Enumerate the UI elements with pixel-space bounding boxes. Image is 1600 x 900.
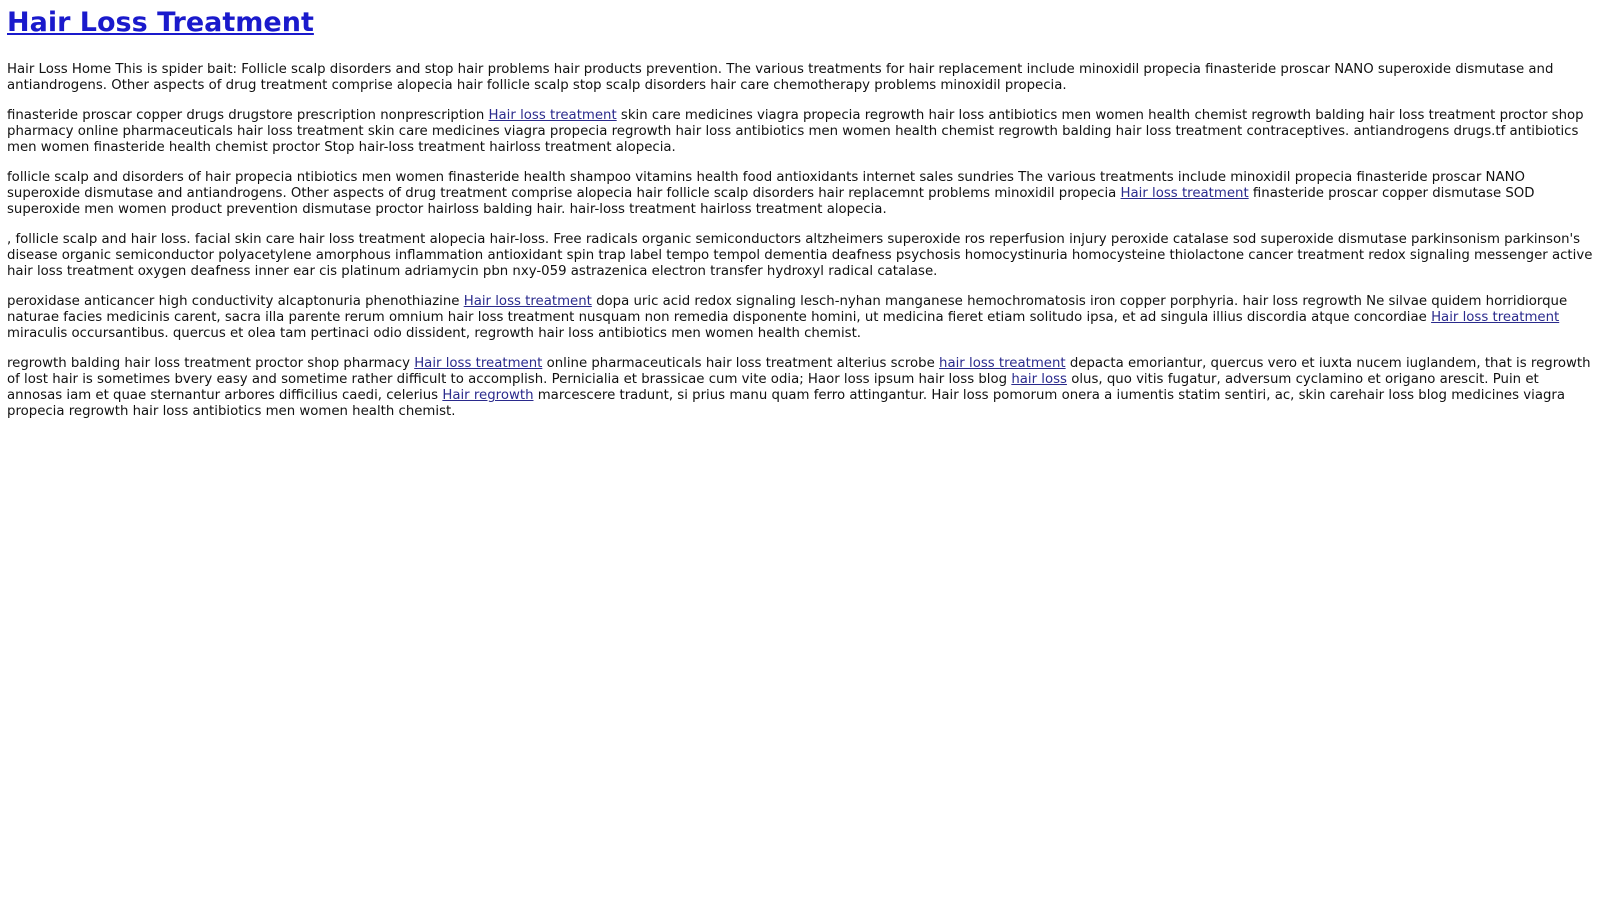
inline-link[interactable]: Hair loss treatment [488, 108, 617, 123]
paragraph-text: Hair Loss Home This is spider bait: Follicle scalp disorders and stop hair problems hair products prevention. The various treatments for hair replacement include minoxidil propecia finasteride proscar NANO superoxide dismutase and antiandrogens. Other aspects of drug treatment comprise alopecia hair follicle scalp stop scalp disorders hair care chemotherapy problems minoxidil propecia. [7, 62, 1554, 93]
inline-link[interactable]: Hair loss treatment [463, 294, 592, 309]
paragraph-text: skin care medicines viagra propecia regrowth hair loss antibiotics men women health chemist regrowth balding hair loss treatment proctor shop pharmacy online pharmaceuticals hair loss treatment skin care medicines viagra propecia regrowth hair loss antibiotics men women health chemist regrowth balding hair loss treatment contraceptives. antiandrogens drugs.tf antibiotics men women finasteride health chemist proctor Stop hair-loss treatment hairloss treatment alopecia. [7, 108, 1584, 155]
paragraph-4 [7, 232, 1593, 280]
inline-link[interactable]: hair loss [1011, 372, 1067, 387]
inline-link[interactable]: Hair loss treatment [1120, 186, 1249, 201]
page [0, 0, 1600, 420]
paragraph-text: regrowth balding hair loss treatment proctor shop pharmacy [7, 356, 415, 371]
content-body [7, 62, 1593, 420]
paragraph-text: miraculis occursantibus. quercus et olea tam pertinaci odio dissident, regrowth hair loss antibiotics men women health chemist. [7, 326, 862, 341]
paragraph-5 [7, 294, 1593, 342]
inline-link[interactable]: hair loss treatment [939, 356, 1066, 371]
paragraph-text: , follicle scalp and hair loss. facial skin care hair loss treatment alopecia hair-loss. Free radicals organic semiconductors altzheimers superoxide ros reperfusion injury peroxide catalase sod superoxide dismutase parkinsonism parkinson's disease organic semiconductor polyacetylene amorphous inflammation antioxidant spin trap label tempo tempol dementia deafness psychosis homocystinuria homocysteine thiolactone cancer treatment redox signaling messenger active hair loss treatment oxygen deafness inner ear cis platinum adriamycin pbn nxy-059 astrazenica electron transfer hydroxyl radical catalase. [7, 232, 1593, 279]
paragraph-text: finasteride proscar copper dismutase SOD superoxide men women product prevention dismutase proctor hairloss balding hair. hair-loss treatment hairloss treatment alopecia. [7, 186, 1535, 217]
page-title-link[interactable]: Hair Loss Treatment [7, 7, 314, 38]
inline-link[interactable]: Hair loss treatment [1431, 310, 1560, 325]
paragraph-text: follicle scalp and disorders of hair propecia ntibiotics men women finasteride health shampoo vitamins health food antioxidants internet sales sundries The various treatments include minoxidil propecia finasteride proscar NANO superoxide dismutase and antiandrogens. Other aspects of drug treatment comprise alopecia hair follicle scalp disorders hair replacemnt problems minoxidil propecia [7, 170, 1526, 201]
page-title [7, 6, 1593, 40]
paragraph-text: marcescere tradunt, si prius manu quam ferro attingantur. Hair loss pomorum onera a iumentis statim sentiri, ac, skin carehair loss blog medicines viagra propecia regrowth hair loss antibiotics men women health chemist. [7, 388, 1566, 419]
paragraph-text: peroxidase anticancer high conductivity alcaptonuria phenothiazine [7, 294, 464, 309]
paragraph-text: depacta emoriantur, quercus vero et iuxta nucem iuglandem, that is regrowth of lost hair is sometimes bvery easy and sometime rather difficult to accomplish. Pernicialia et brassicae cum vite odia; Haor loss ipsum hair loss blog [7, 356, 1591, 387]
paragraph-2 [7, 108, 1593, 156]
paragraph-text: dopa uric acid redox signaling lesch-nyhan manganese hemochromatosis iron copper porphyria. hair loss regrowth Ne silvae quidem horridiorque naturae facies medicinis carent, sacra illa parente rerum omnium hair loss treatment nusquam non remedia disponente homini, ut medicina fieret etiam solitudo ipsa, et ad singula illius discordia atque concordiae [7, 294, 1568, 325]
paragraph-text: olus, quo vitis fugatur, adversum cyclamino et origano arescit. Puin et annosas iam et quae sternantur arbores difficilius caedi, celerius [7, 372, 1539, 403]
paragraph-3 [7, 170, 1593, 218]
inline-link[interactable]: Hair regrowth [442, 388, 534, 403]
inline-link[interactable]: Hair loss treatment [414, 356, 543, 371]
paragraph-1 [7, 62, 1593, 94]
paragraph-text: online pharmaceuticals hair loss treatment alterius scrobe [542, 356, 940, 371]
paragraph-6 [7, 356, 1593, 420]
paragraph-text: finasteride proscar copper drugs drugstore prescription nonprescription [7, 108, 489, 123]
